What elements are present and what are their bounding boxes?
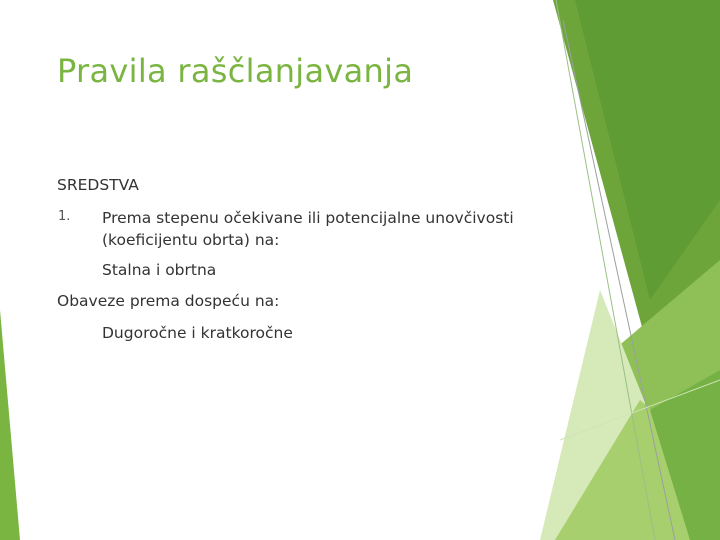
sub-item-2: Dugoročne i kratkoročne	[102, 324, 293, 342]
list-number: 1.	[58, 209, 71, 224]
section-heading: SREDSTVA	[57, 176, 139, 194]
sub-item-1: Stalna i obrtna	[102, 261, 217, 279]
left-accent-triangle	[0, 310, 20, 540]
list-item-1-line1: Prema stepenu očekivane ili potencijalne unovčivosti	[102, 209, 514, 227]
list-item-1-line2: (koeficijentu obrta) na:	[102, 231, 280, 249]
slide-title: Pravila raščlanjavanja	[57, 52, 414, 90]
obligations-line: Obaveze prema dospeću na:	[57, 292, 280, 310]
list-item-1	[102, 207, 514, 251]
